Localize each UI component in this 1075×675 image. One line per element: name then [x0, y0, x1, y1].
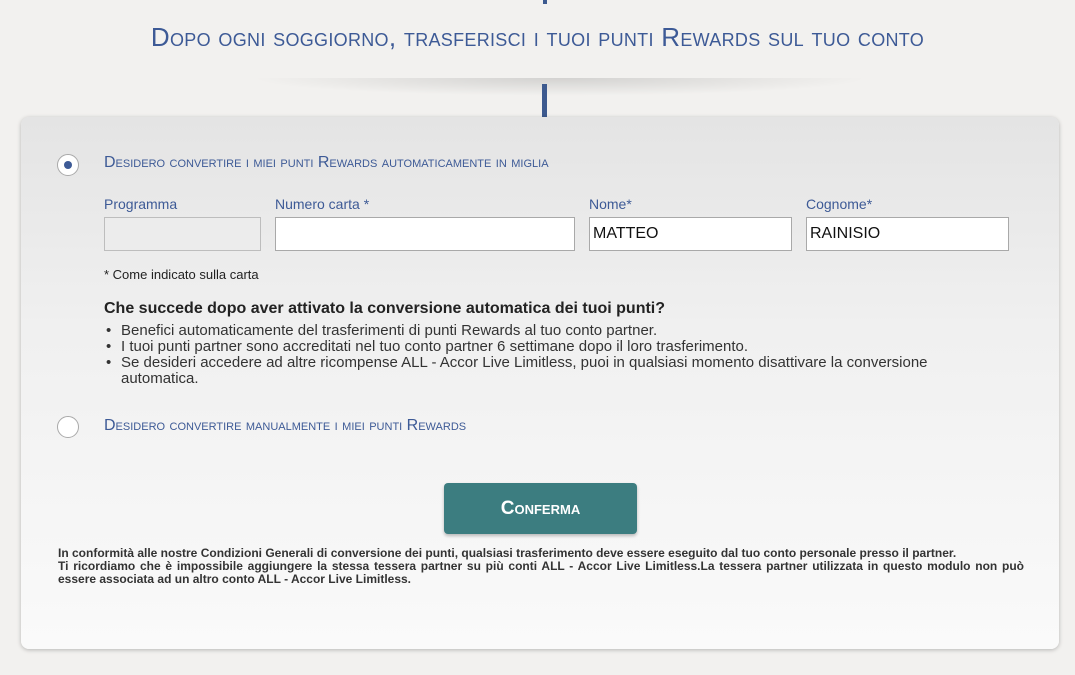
- last-name-field[interactable]: [806, 217, 1009, 251]
- card-note: * Come indicato sulla carta: [104, 267, 259, 282]
- confirm-button[interactable]: Conferma: [444, 483, 637, 534]
- info-item: • Se desideri accedere ad altre ricompense ALL - Accor Live Limitless, puoi in qualsiasi momento disattivare la conversione automatica.: [104, 355, 1004, 387]
- heading-divider-shadow: [250, 78, 870, 96]
- radio-selected-dot: [64, 161, 72, 169]
- program-field[interactable]: [104, 217, 261, 251]
- info-item: • I tuoi punti partner sono accreditati nel tuo conto partner 6 settimane dopo il loro trasferimento.: [104, 339, 1004, 355]
- program-label: Programma: [104, 196, 178, 212]
- first-name-label: Nome*: [589, 196, 632, 212]
- disclaimer-text: [58, 547, 1024, 586]
- card-number-label: Numero carta *: [275, 196, 370, 212]
- info-list: [104, 323, 1004, 387]
- radio-auto-conversion[interactable]: [57, 154, 79, 176]
- card-number-field[interactable]: [275, 217, 575, 251]
- page-title: Dopo ogni soggiorno, trasferisci i tuoi punti Rewards sul tuo conto: [150, 22, 925, 52]
- radio-manual-conversion[interactable]: [57, 416, 79, 438]
- connector-line: [542, 84, 547, 118]
- option-auto-label[interactable]: Desidero convertire i miei punti Rewards automaticamente in miglia: [104, 154, 549, 171]
- info-title: Che succede dopo aver attivato la conversione automatica dei tuoi punti?: [104, 300, 666, 317]
- disclaimer-line-2: Ti ricordiamo che è impossibile aggiungere la stessa tessera partner su più conti ALL - Accor Live Limitless.La tessera partner utilizzata in questo modulo non può essere associata ad un altro conto ALL - Accor Live Limitless.: [58, 559, 1024, 586]
- option-manual-label[interactable]: Desidero convertire manualmente i miei punti Rewards: [104, 417, 467, 434]
- last-name-label: Cognome*: [806, 196, 873, 212]
- top-connector-line: [543, 0, 547, 4]
- first-name-field[interactable]: [589, 217, 792, 251]
- disclaimer-line-1: In conformità alle nostre Condizioni Generali di conversione dei punti, qualsiasi trasferimento deve essere eseguito dal tuo conto personale presso il partner.: [58, 546, 957, 560]
- info-item: • Benefici automaticamente del trasferimenti di punti Rewards al tuo conto partner.: [104, 323, 1004, 339]
